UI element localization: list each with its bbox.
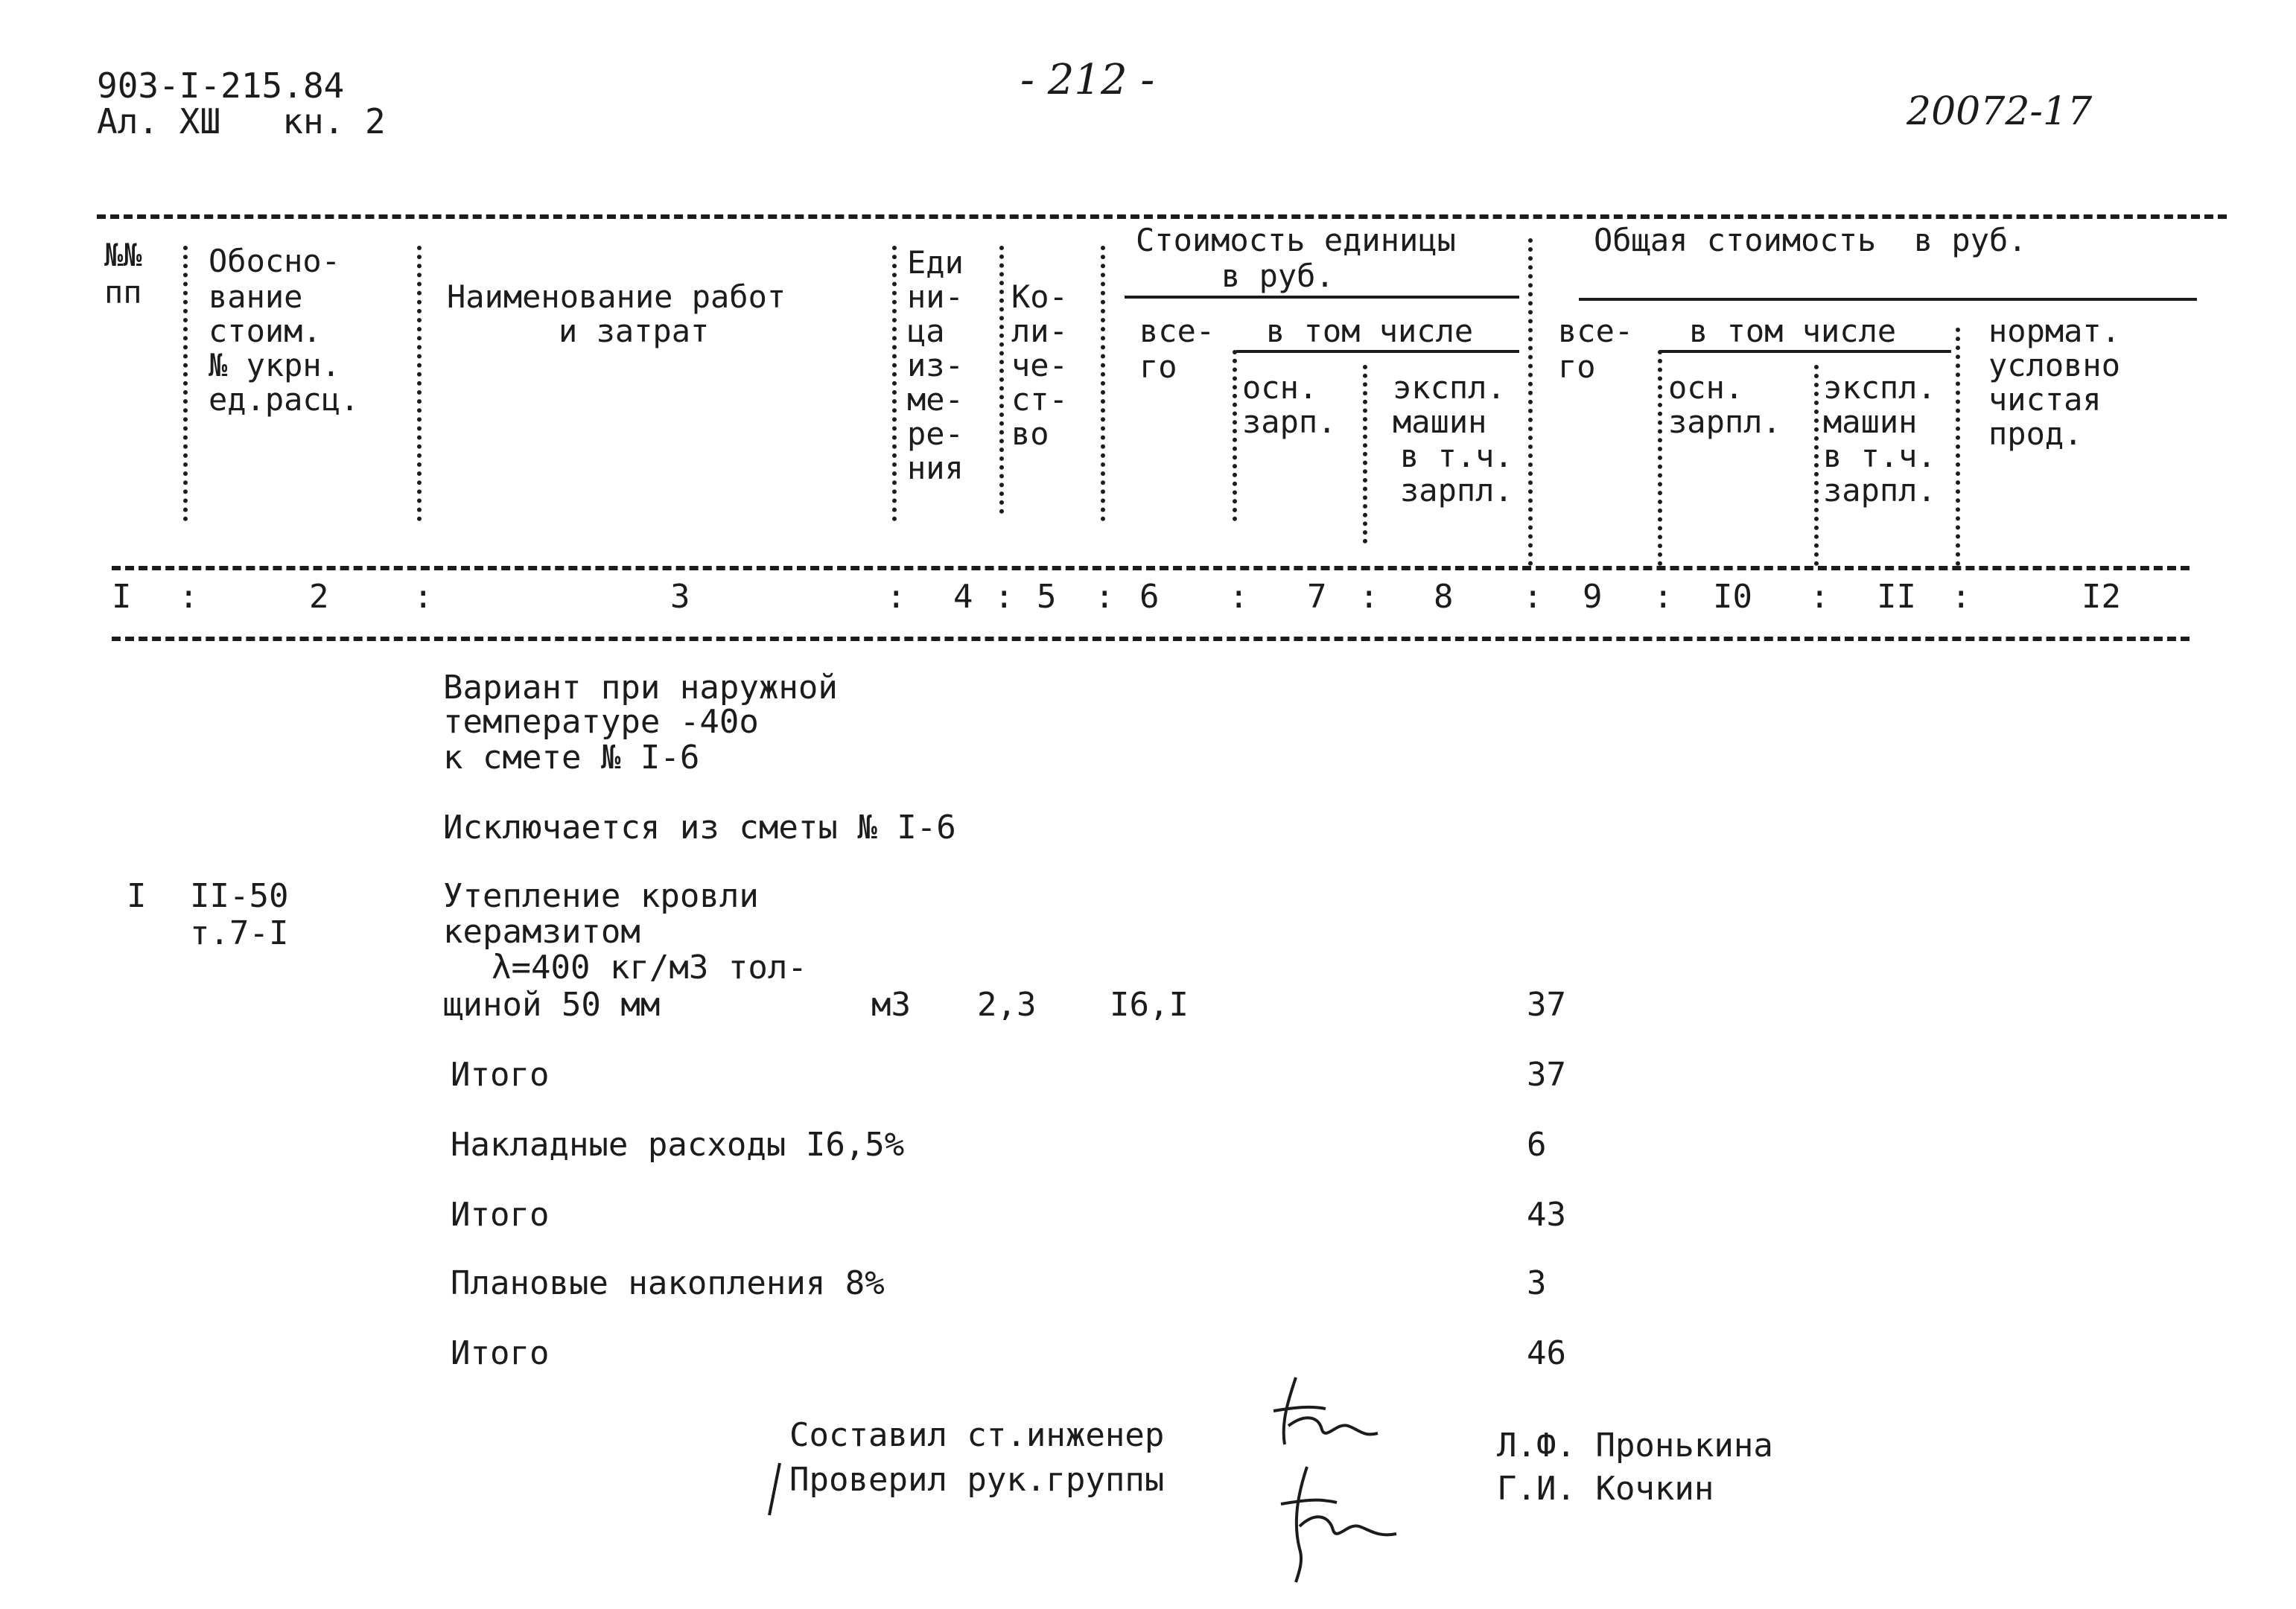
col-sep-4 — [999, 246, 1004, 514]
col-sep-10 — [1814, 365, 1819, 566]
item-total: 37 — [1527, 986, 1566, 1024]
col-sep-9 — [1658, 350, 1662, 566]
checked-by-label: Проверил рук.группы — [789, 1461, 1165, 1499]
col-sep-7 — [1363, 365, 1367, 544]
item-unit: м3 — [871, 986, 911, 1024]
sheet-code: 20072-17 — [1907, 89, 2093, 134]
item-name-1: Утепление кровли — [443, 877, 759, 915]
header-top-rule — [97, 214, 2227, 219]
compiled-by-label: Составил ст.инженер — [789, 1416, 1165, 1454]
col-sep-5 — [1101, 246, 1105, 521]
col-sep-1 — [183, 246, 188, 521]
col-sep-2 — [417, 246, 422, 521]
item-unit-cost: I6,I — [1110, 986, 1189, 1024]
item-basis-table: т.7-I — [190, 914, 289, 952]
col-sep-6 — [1233, 350, 1237, 521]
header-bottom-rule — [112, 566, 2190, 570]
item-number: I — [127, 877, 147, 915]
total-cost-rule — [1579, 298, 2197, 301]
header-total-cost-group: Общая стоимость в руб. — [1594, 222, 2027, 258]
signature-1-icon — [1266, 1370, 1400, 1459]
excluded-note: Исключается из сметы № I-6 — [443, 809, 956, 847]
doc-code: 903-I-215.84 — [97, 66, 345, 106]
checked-by-name: Г.И. Кочкин — [1497, 1470, 1714, 1508]
item-basis: II-50 — [190, 877, 289, 915]
hand-mark-icon — [763, 1459, 786, 1519]
colnum-bottom-rule — [112, 637, 2190, 641]
item-name-3: λ=400 кг/м3 тол- — [492, 949, 807, 987]
header-incl-2: в том числе — [1689, 313, 1897, 349]
page-number: - 212 - — [1020, 56, 1155, 104]
unit-cost-rule — [1125, 296, 1519, 299]
col-sep-8 — [1528, 238, 1533, 566]
incl2-underline — [1661, 350, 1951, 353]
header-incl-1: в том числе — [1266, 313, 1474, 349]
compiled-by-name: Л.Ф. Пронькина — [1497, 1427, 1773, 1465]
item-name-2: керамзитом — [443, 913, 640, 951]
signature-2-icon — [1266, 1459, 1415, 1586]
col-sep-3 — [892, 246, 897, 521]
album-ref: Ал. ХШ кн. 2 — [97, 101, 386, 141]
incl1-underline — [1236, 350, 1519, 353]
item-qty: 2,3 — [977, 986, 1037, 1024]
item-name-4: щиной 50 мм — [443, 986, 661, 1024]
col-sep-11 — [1956, 328, 1960, 566]
